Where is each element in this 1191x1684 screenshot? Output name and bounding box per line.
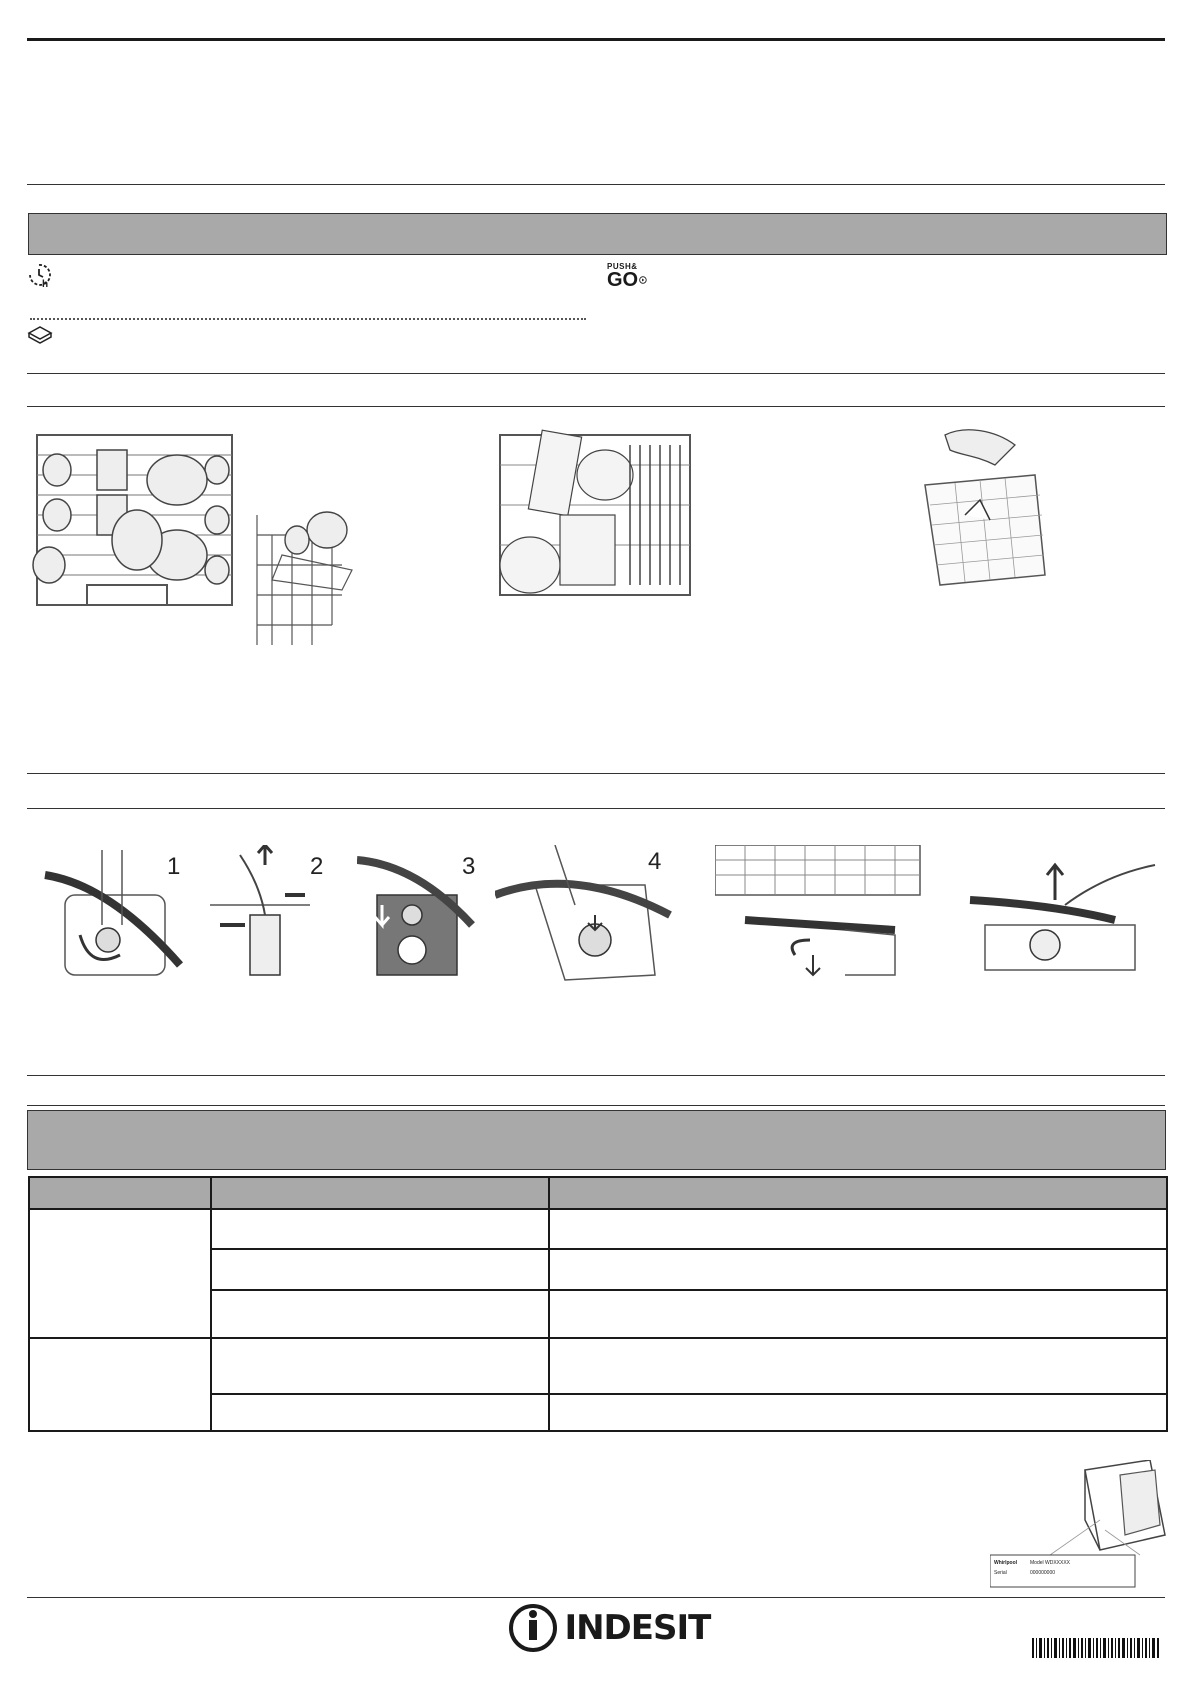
play-circle-icon: [639, 271, 647, 289]
lower-basket-illustration: [490, 425, 700, 605]
detergent-tablet-icon: [27, 325, 53, 345]
push-go-main-text: GO: [607, 269, 639, 291]
troubleshooting-grey-bar: [27, 1110, 1166, 1170]
cause-cell: [211, 1338, 549, 1394]
indesit-logo-icon: [508, 1603, 560, 1653]
rating-label-brand: Whirlpool: [994, 1560, 1018, 1566]
step-number-4: 4: [648, 848, 662, 875]
header-problem: [29, 1177, 211, 1209]
push-go-top-text: PUSH&: [607, 262, 638, 271]
step-number-2: 2: [310, 853, 324, 880]
dotted-separator: [30, 318, 586, 320]
loading-section-title: [27, 378, 1165, 402]
solution-cell: [549, 1338, 1167, 1394]
header-divider: [27, 184, 1165, 185]
header-solution: [549, 1177, 1167, 1209]
rating-label-model: Model WDXXXXX: [1030, 1560, 1071, 1566]
cause-cell: [211, 1249, 549, 1290]
step-number-1: 1: [167, 853, 181, 880]
cleaning-section-title: [27, 778, 1165, 802]
footer-rule: [27, 1597, 1165, 1598]
spray-arm-lower-removal-illustration: [965, 845, 1160, 975]
program-section-bar: [28, 213, 1167, 255]
brand-name: INDESIT: [564, 1608, 711, 1648]
upper-basket-cup-rack-illustration: [252, 495, 362, 650]
rating-plate-location-illustration: [990, 1460, 1170, 1590]
solution-cell: [549, 1249, 1167, 1290]
top-rule: [27, 38, 1165, 41]
cleaning-section-bottom-rule: [27, 808, 1165, 809]
problem-cell: [29, 1209, 211, 1338]
troubleshooting-top-rule: [27, 1075, 1165, 1076]
upper-basket-illustration: [27, 425, 242, 615]
brand-logo: [508, 1603, 710, 1653]
loading-section-top-rule: [27, 373, 1165, 374]
rating-label-field-2: 000000000: [1030, 1570, 1056, 1576]
rating-label-field-1: Serial: [994, 1570, 1007, 1576]
spray-arm-upper-removal-illustration: [715, 845, 925, 985]
cause-cell: [211, 1394, 549, 1431]
delay-timer-icon: [27, 262, 53, 288]
push-go-icon: [607, 262, 647, 294]
problem-cell: [29, 1338, 211, 1431]
header-cause: [211, 1177, 549, 1209]
solution-cell: [549, 1394, 1167, 1431]
filter-step-1-illustration: [40, 845, 185, 985]
cleaning-section-top-rule: [27, 773, 1165, 774]
loading-section-bottom-rule: [27, 406, 1165, 407]
svg-text:h: h: [42, 279, 49, 288]
cause-cell: [211, 1290, 549, 1338]
barcode-icon: [1032, 1638, 1160, 1658]
troubleshooting-table: [28, 1176, 1168, 1432]
cutlery-basket-illustration: [905, 425, 1060, 595]
troubleshooting-divider: [27, 1105, 1165, 1106]
solution-cell: [549, 1209, 1167, 1249]
troubleshooting-section-title: [27, 1080, 1165, 1102]
page-title: [27, 60, 1165, 160]
step-number-3: 3: [462, 853, 476, 880]
cause-cell: [211, 1209, 549, 1249]
filter-step-3-illustration: [357, 845, 477, 985]
solution-cell: [549, 1290, 1167, 1338]
